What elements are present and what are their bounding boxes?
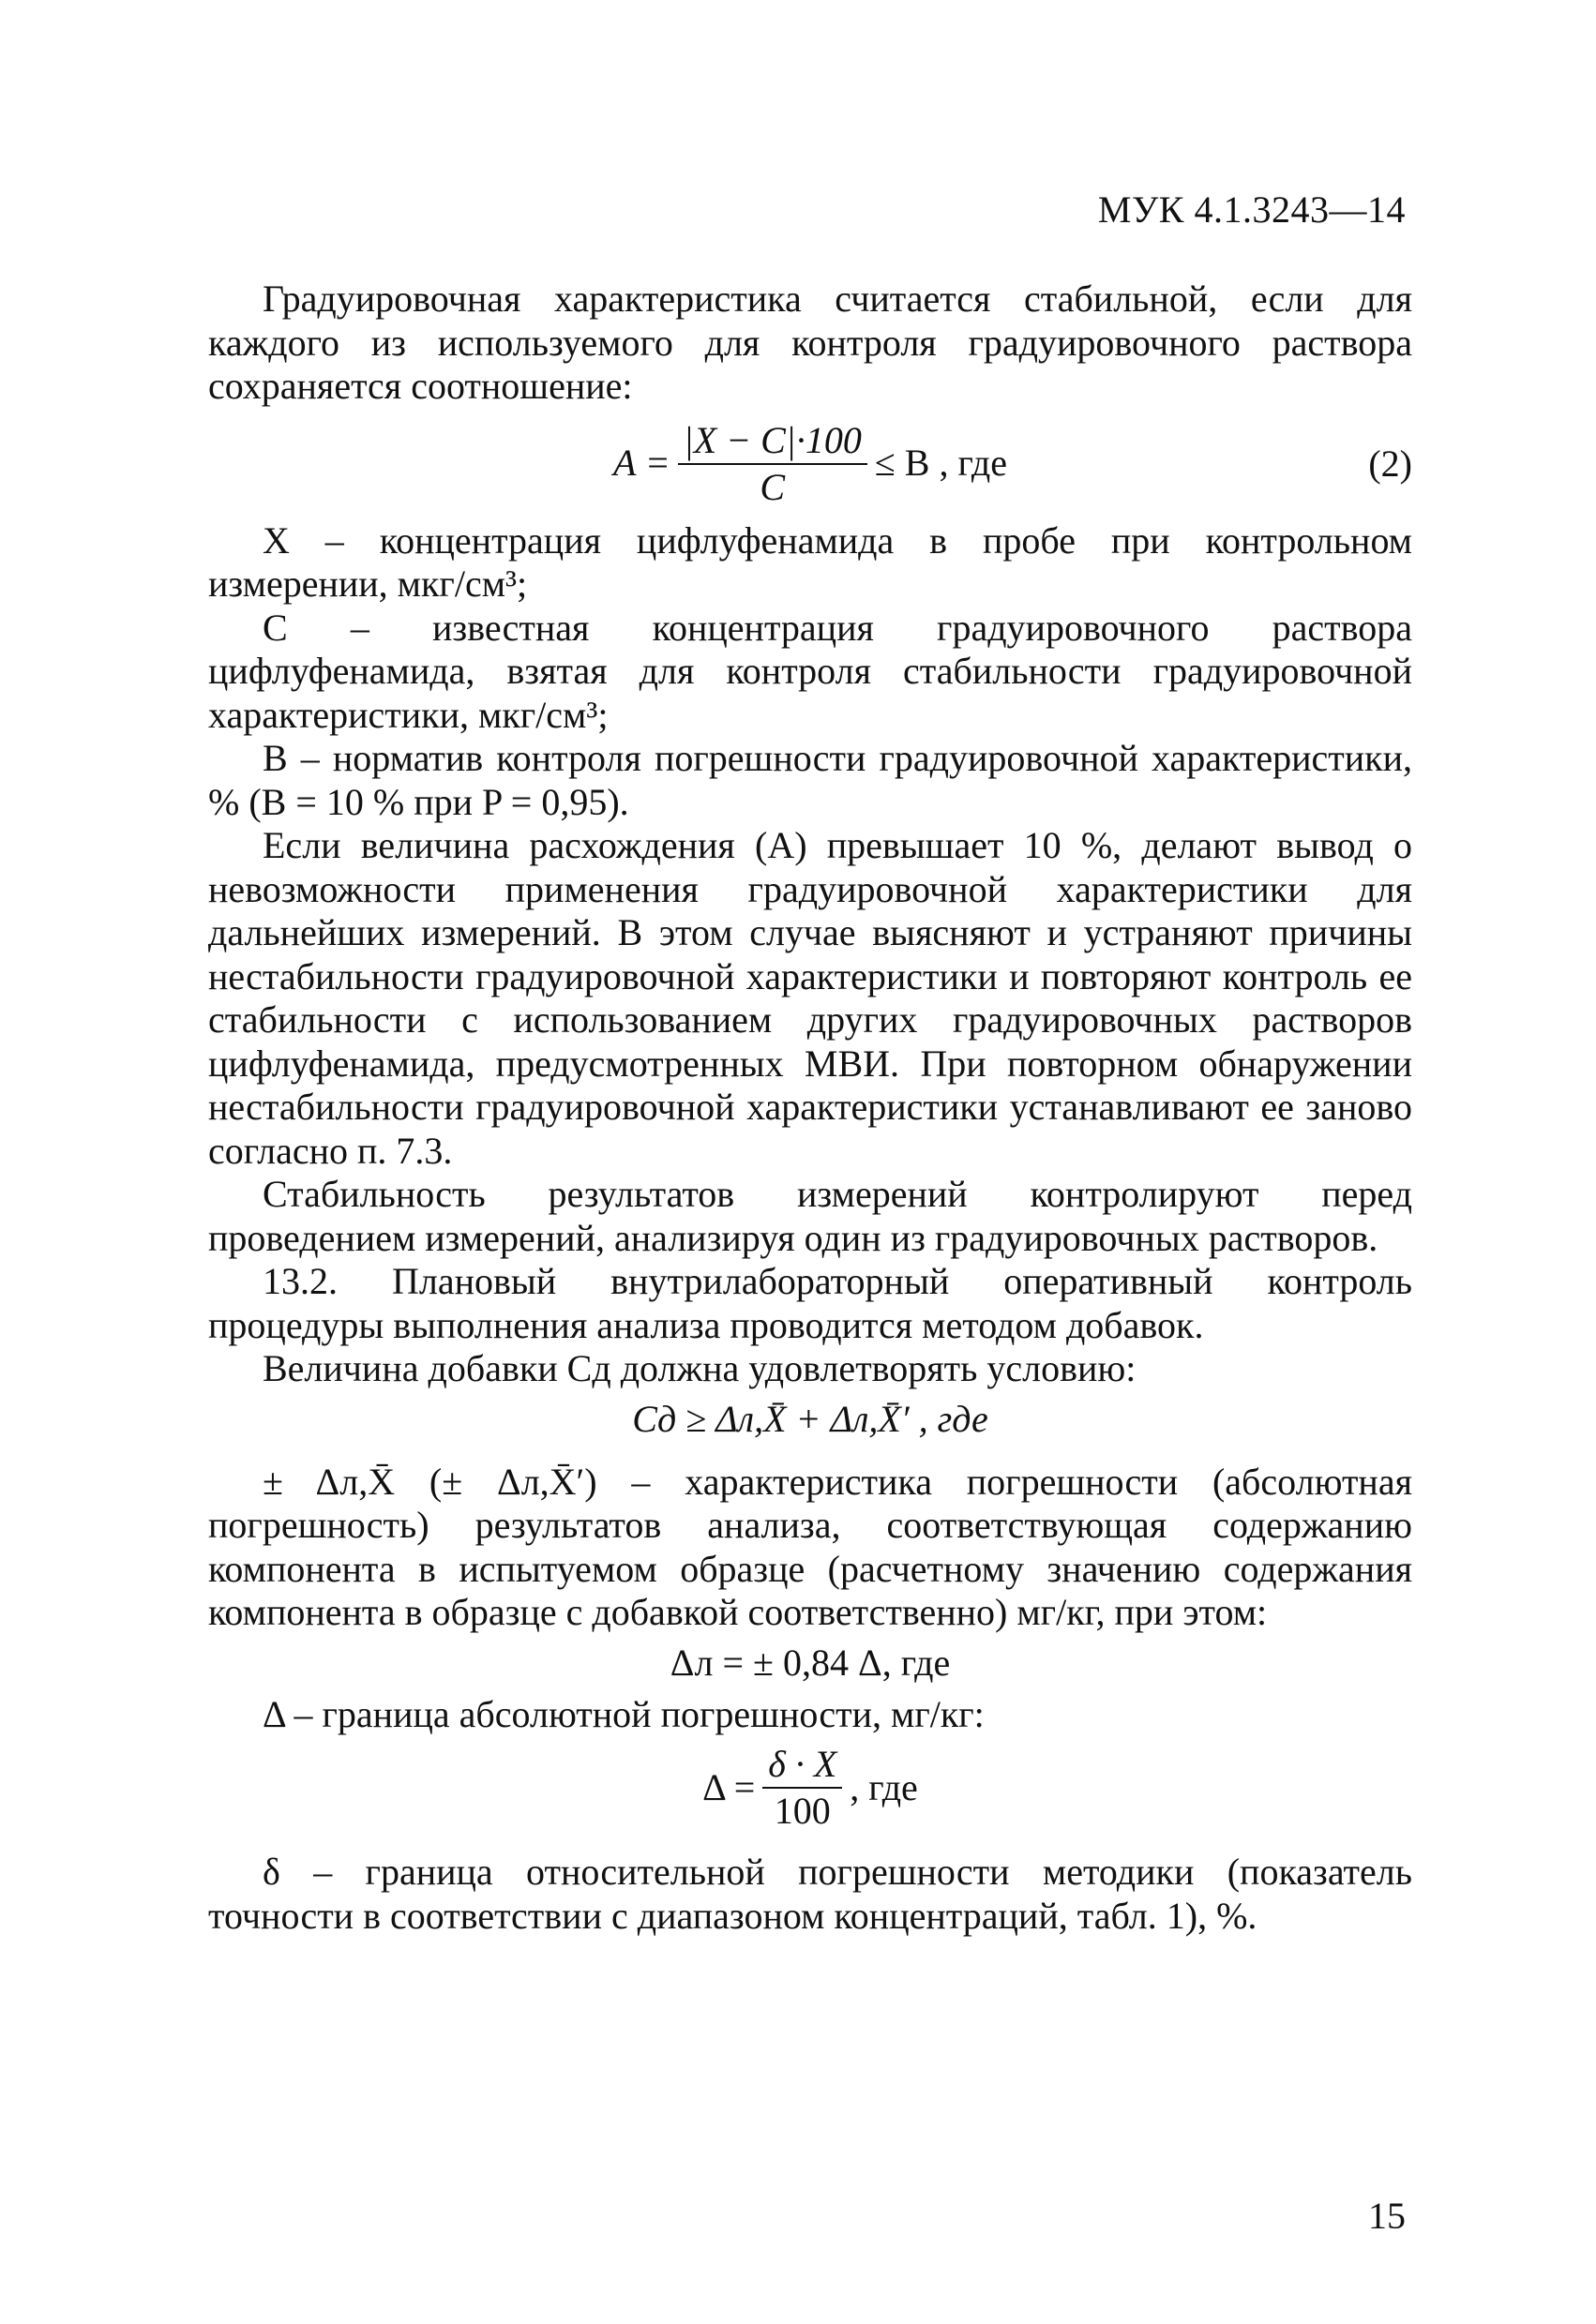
page-number: 15 xyxy=(1368,2195,1406,2237)
formula-2-number: (2) xyxy=(1368,442,1412,485)
spacer xyxy=(208,1449,1412,1461)
formula-delta-rhs: , где xyxy=(850,1765,918,1808)
paragraph-addition-value: Величина добавки Cд должна удовлетворять условию: xyxy=(263,1347,1137,1389)
document-number: МУК 4.1.3243—14 xyxy=(1097,188,1406,231)
definition-delta: Δ – граница абсолютной погрешности, мг/кг: xyxy=(263,1692,985,1735)
definition-b: B – норматив контроля погрешности градуировочной характеристики, % (B = 10 % при P = 0,95). xyxy=(208,737,1412,823)
formula-2-fraction xyxy=(678,420,867,508)
formula-cd xyxy=(208,1391,1412,1449)
formula-2 xyxy=(208,409,1412,519)
spacer xyxy=(208,1839,1412,1851)
formula-delta-fraction xyxy=(762,1744,842,1832)
document-body xyxy=(208,277,1412,1938)
paragraph-stability-condition: Градуировочная характеристика считается стабильной, если для каждого из используемого для контроля градуировочного раствора сохраняется соотношение: xyxy=(208,277,1412,407)
formula-delta xyxy=(208,1736,1412,1839)
formula-cd-text: Cд ≥ Δл,X̄ + Δл,X̄′ , где xyxy=(632,1398,988,1441)
definition-c: C – известная концентрация градуировочного раствора цифлуфенамида, взятая для контроля стабильности градуировочной характеристики, мкг/см³; xyxy=(208,606,1412,736)
definition-x: X – концентрация цифлуфенамида в пробе при контрольном измерении, мкг/см³; xyxy=(208,518,1412,605)
formula-delta-lhs: Δ = xyxy=(702,1765,756,1808)
formula-delta-denominator: 100 xyxy=(774,1790,831,1832)
formula-delta-l xyxy=(208,1635,1412,1693)
formula-2-lhs: A = xyxy=(613,442,670,485)
formula-2-denominator: C xyxy=(760,465,786,508)
formula-delta-numerator: δ · X xyxy=(762,1744,842,1789)
paragraph-results-stability: Стабильность результатов измерений контролируют перед проведением измерений, анализируя один из градуировочных растворов. xyxy=(208,1173,1412,1259)
formula-2-numerator: |X − C|·100 xyxy=(678,420,867,465)
paragraph-13-2: 13.2. Плановый внутрилабораторный оперативный контроль процедуры выполнения анализа проводится методом добавок. xyxy=(208,1260,1412,1346)
definition-delta-characteristic: ± Δл,X̄ (± Δл,X̄′) – характеристика погрешности (абсолютная погрешность) результатов анализа, соответствующая содержанию компонента в испытуемом образце (расчетному значению содержания компонента в образце с добавкой соответственно) мг/кг, при этом: xyxy=(208,1460,1412,1633)
paragraph-deviation: Если величина расхождения (A) превышает 10 %, делают вывод о невозможности применения градуировочной характеристики для дальнейших измерений. В этом случае выясняют и устраняют причины нестабильности градуировочной характеристики и повторяют контроль ее стабильности с использованием других градуировочных растворов цифлуфенамида, предусмотренных МВИ. При повторном обнаружении нестабильности градуировочной характеристики устанавливают ее заново согласно п. 7.3. xyxy=(208,824,1412,1172)
formula-2-rhs: ≤ B , где xyxy=(874,442,1007,485)
definition-delta-relative: δ – граница относительной погрешности методики (показатель точности в соответствии с диапазоном концентраций, табл. 1), %. xyxy=(208,1851,1412,1937)
formula-delta-l-text: Δл = ± 0,84 Δ, где xyxy=(670,1642,951,1685)
